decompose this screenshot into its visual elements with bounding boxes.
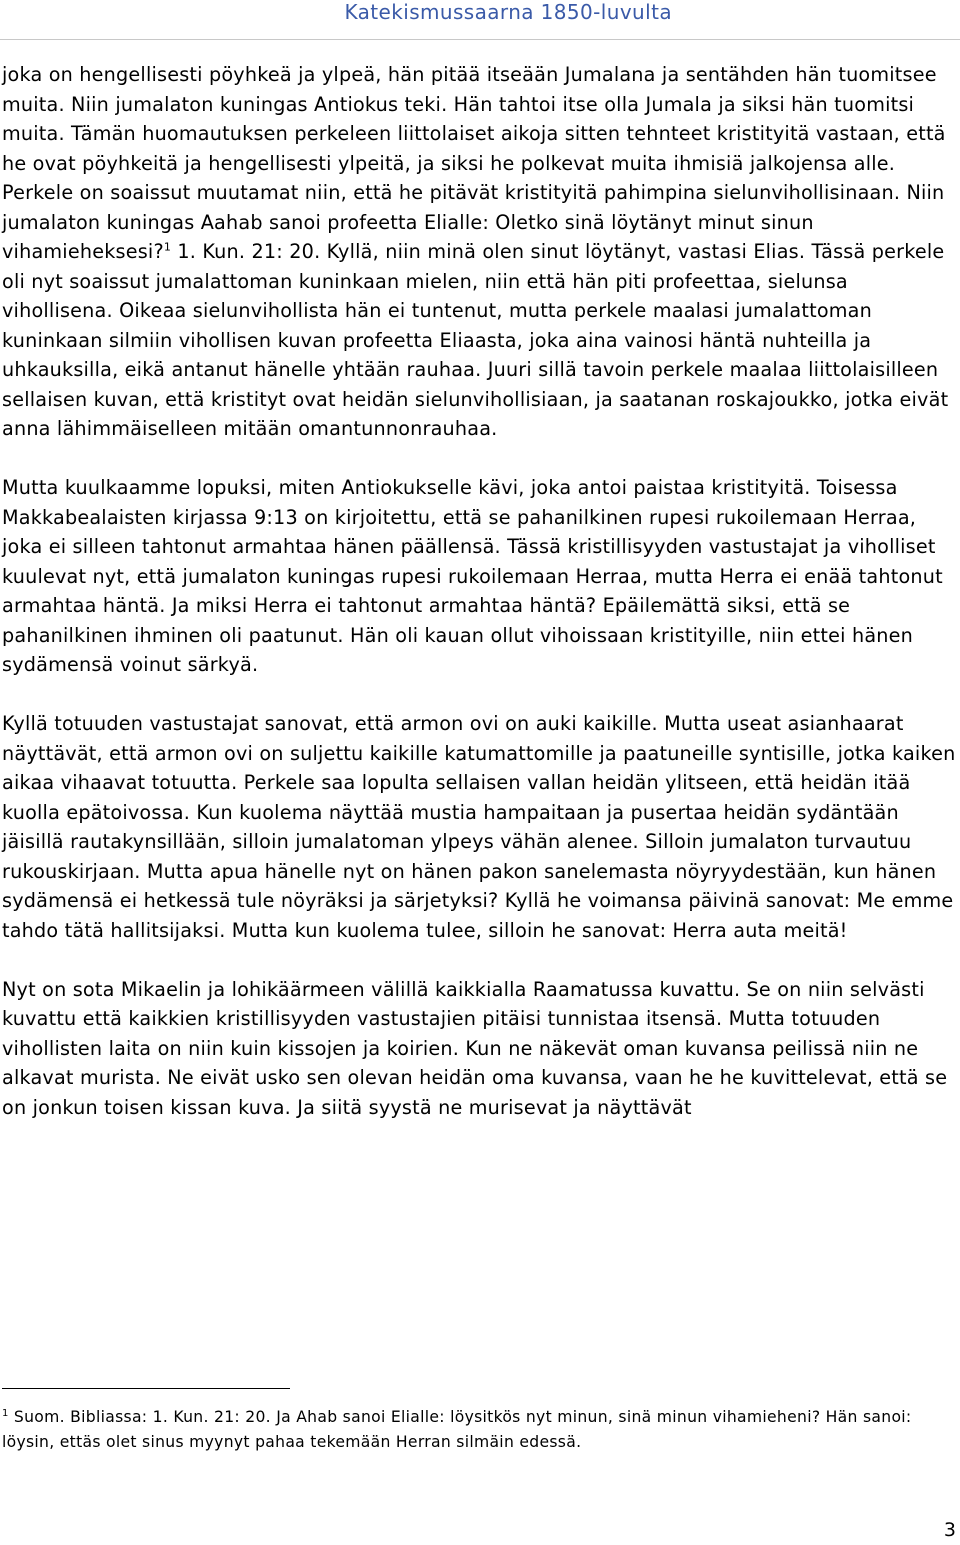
footnote-text: Suom. Bibliassa: 1. Kun. 21: 20. Ja Ahab sanoi Elialle: löysitkös nyt minun, sinä minun vihamieheni? Hän sanoi: löysin, ettäs olet sinus myynyt pahaa tekemään Herran silmäin edessä.	[2, 1408, 912, 1451]
header-divider	[0, 39, 960, 40]
footnote-divider	[2, 1388, 290, 1389]
paragraph-3: Kyllä totuuden vastustajat sanovat, että armon ovi on auki kaikille. Mutta useat asianhaarat näyttävät, että armon ovi on suljettu kaikille katumattomille ja paatuneille syntisille, jotka kaiken aikaa vihaavat totuutta. Perkele saa lopulta sellaisen vallan heidän ylitseen, että heidän itää kuolla epätoivossa. Kun kuolema näyttää mustia hampaitaan ja pusertaa heidän sydäntään jäisillä rautakynsillään, silloin jumalatoman ylpeys vähän alenee. Silloin jumalaton turvautuu rukouskirjaan. Mutta apua hänelle nyt on hänen pakon sanelemasta nöyryydestään, kun hänen sydämensä ei hetkessä tule nöyräksi ja särjetyksi? Kyllä he voimansa päivinä sanovat: Me emme tahdo tätä hallitsijaksi. Mutta kun kuolema tulee, silloin he sanovat: Herra auta meitä!	[2, 712, 956, 942]
running-header-title: Katekismussaarna 1850-luvulta	[344, 0, 672, 24]
paragraph-4: Nyt on sota Mikaelin ja lohikäärmeen välillä kaikkialla Raamatussa kuvattu. Se on niin selvästi kuvattu että kaikkien kristillisyyden vastustajien pitäisi tunnistaa itsensä. Mutta totuuden vihollisten laita on niin kuin kissojen ja koirien. Kun ne näkevät oman kuvansa peilissä niin ne alkavat murista. Ne eivät usko sen olevan heidän oma kuvansa, vaan he he kuvittelevat, että se on jonkun toisen kissan kuva. Ja siitä syystä ne murisevat ja näyttävät	[2, 977, 948, 1119]
page-number: 3	[943, 1519, 956, 1541]
main-text	[2, 60, 958, 1122]
footnote-reference[interactable]: 1	[163, 240, 172, 254]
paragraph-2: Mutta kuulkaamme lopuksi, miten Antiokukselle kävi, joka antoi paistaa kristityitä. Toisessa Makkabealaisten kirjassa 9:13 on kirjoitettu, että se pahanilkinen rupesi rukoilemaan Herraa, joka ei silleen tahtonut armahtaa hänen päällensä. Tässä kristillisyyden vastustajat ja viholliset kuulevat nyt, että jumalaton kuningas rupesi rukoilemaan Herraa, mutta Herra ei enää tahtonut armahtaa häntä. Ja miksi Herra ei tahtonut armahtaa häntä? Epäilemättä siksi, että se pahanilkinen ihminen oli paatunut. Hän oli kauan ollut vihoissaan kristityille, niin ettei hänen sydämensä voinut särkyä.	[2, 476, 943, 676]
paragraph-1-text-after: 1. Kun. 21: 20. Kyllä, niin minä olen sinut löytänyt, vastasi Elias. Tässä perkele oli nyt soaissut jumalattoman kuninkaan mielen, niin että hän piti profeettaa, sielunsa vihollisena. Oikeaa sielunvihollista hän ei tuntenut, mutta perkele maalasi jumalattoman kuninkaan silmiin vihollisen kuvan profeetta Eliaasta, joka aina vainosi häntä nuhteilla ja uhkauksilla, eikä antanut hänelle yhtään rauhaa. Juuri sillä tavoin perkele maalaa liittolaisilleen sellaisen kuvan, että kristityt ovat heidän sielunvihollisiaan, ja saatanan roskajoukko, jotka eivät anna lähimmäiselleen mitään omantunnonrauhaa.	[2, 240, 949, 440]
paragraph-1	[2, 60, 958, 444]
footnote-marker: 1	[2, 1407, 9, 1419]
footnote	[2, 1405, 932, 1455]
paragraph-1-text-before: joka on hengellisesti pöyhkeä ja ylpeä, hän pitää itseään Jumalana ja sentähden hän tuomitsee muita. Niin jumalaton kuningas Antiokus teki. Hän tahtoi itse olla Jumala ja siksi hän tuomitsi muita. Tämän huomautuksen perkeleen liittolaiset aikoja sitten tehnteet kristityitä vastaan, että he ovat pöyhkeitä ja hengellisesti ylpeitä, ja siksi he polkevat muita ihmisiä jalkojensa alle. Perkele on soaissut muutamat niin, että he pitävät kristityitä pahimpina sielunvihollisinaan. Niin jumalaton kuningas Aahab sanoi profeetta Elialle: Oletko sinä löytänyt minut sinun vihamieheksesi?	[2, 63, 946, 263]
